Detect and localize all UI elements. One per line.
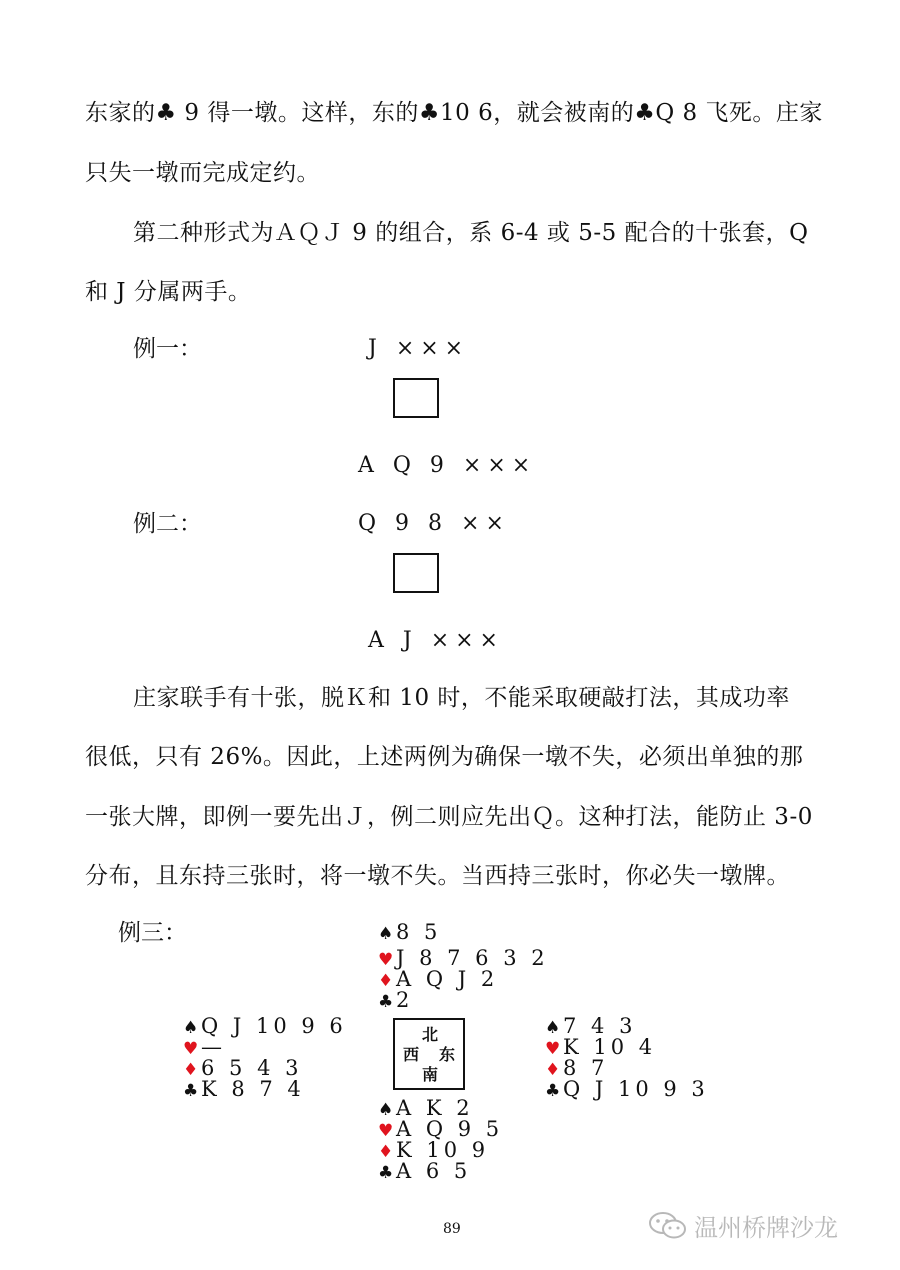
example-1-south-holding: A Q 9 ××× — [358, 453, 537, 478]
spade-icon: ♠ — [378, 924, 394, 944]
example-3-label: 例三： — [118, 920, 187, 946]
south-spades: A K 2 — [396, 1096, 474, 1120]
east-clubs-row — [545, 1079, 709, 1100]
heart-icon: ♥ — [378, 950, 394, 970]
diamond-icon: ♦ — [378, 971, 394, 991]
north-diamonds: A Q J 2 — [396, 967, 499, 991]
north-clubs-row — [378, 990, 549, 1011]
spade-icon: ♠ — [545, 1018, 561, 1038]
heart-icon: ♥ — [378, 1121, 394, 1141]
west-hearts-row — [183, 1037, 347, 1058]
west-hand — [183, 1016, 347, 1100]
south-hearts-row — [378, 1119, 503, 1140]
spade-icon: ♠ — [378, 1100, 394, 1120]
example-2-north-holding: Q 9 8 ×× — [358, 511, 510, 536]
west-spades-row — [183, 1016, 347, 1037]
south-clubs-row — [378, 1161, 503, 1182]
compass-west: 西 — [403, 1045, 420, 1064]
north-diamonds-row — [378, 969, 549, 990]
compass-box — [393, 1018, 465, 1090]
south-clubs: A 6 5 — [396, 1159, 472, 1183]
south-spades-row — [378, 1098, 503, 1119]
north-spades: 8 5 — [396, 920, 442, 944]
west-clubs: K 8 7 4 — [201, 1077, 305, 1101]
compass-north: 北 — [422, 1025, 439, 1044]
paragraph-3-line-1: 庄家联手有十张，脱Ｋ和 10 时，不能采取硬敲打法，其成功率 — [133, 685, 790, 711]
paragraph-3-line-4: 分布，且东持三张时，将一墩不失。当西持三张时，你必失一墩牌。 — [85, 863, 790, 889]
club-icon: ♣ — [378, 992, 394, 1012]
diamond-icon: ♦ — [378, 1142, 394, 1162]
south-diamonds: K 10 9 — [396, 1138, 490, 1162]
paragraph-2-line-1: 第二种形式为ＡＱＪ 9 的组合，系 6-4 或 5-5 配合的十张套，Q — [133, 220, 809, 246]
north-spades-row — [378, 922, 549, 943]
west-hearts: — — [201, 1035, 226, 1059]
east-spades: 7 4 3 — [563, 1014, 637, 1038]
east-hearts-row — [545, 1037, 709, 1058]
north-hearts: J 8 7 6 3 2 — [396, 946, 549, 970]
east-diamonds-row — [545, 1058, 709, 1079]
north-hand — [378, 922, 549, 1011]
north-clubs: 2 — [396, 988, 414, 1012]
example-2-table-box — [393, 553, 439, 593]
diamond-icon: ♦ — [545, 1060, 561, 1080]
watermark — [648, 1208, 838, 1248]
compass-south: 南 — [422, 1065, 439, 1084]
east-hearts: K 10 4 — [563, 1035, 657, 1059]
club-icon: ♣ — [183, 1081, 199, 1101]
diamond-icon: ♦ — [183, 1060, 199, 1080]
east-clubs: Q J 10 9 3 — [563, 1077, 709, 1101]
south-hand — [378, 1098, 503, 1182]
example-1-north-holding: J ××× — [368, 336, 470, 361]
watermark-text: 温州桥牌沙龙 — [694, 1214, 838, 1242]
west-clubs-row — [183, 1079, 347, 1100]
south-diamonds-row — [378, 1140, 503, 1161]
club-icon: ♣ — [378, 1163, 394, 1183]
page-number: 89 — [443, 1221, 461, 1237]
west-diamonds: 6 5 4 3 — [201, 1056, 303, 1080]
heart-icon: ♥ — [183, 1039, 199, 1059]
paragraph-1-line-1: 东家的♣ 9 得一墩。这样，东的♣10 6，就会被南的♣Q 8 飞死。庄家 — [85, 100, 823, 126]
east-diamonds: 8 7 — [563, 1056, 609, 1080]
wechat-icon — [648, 1210, 688, 1248]
club-icon: ♣ — [545, 1081, 561, 1101]
example-2-south-holding: A J ××× — [368, 628, 504, 653]
west-spades: Q J 10 9 6 — [201, 1014, 347, 1038]
example-1-label: 例一： — [133, 336, 202, 362]
east-spades-row — [545, 1016, 709, 1037]
paragraph-3-line-2: 很低，只有 26%。因此，上述两例为确保一墩不失，必须出单独的那 — [85, 744, 804, 770]
compass-east: 东 — [439, 1045, 456, 1064]
spade-icon: ♠ — [183, 1018, 199, 1038]
south-hearts: A Q 9 5 — [396, 1117, 504, 1141]
example-2-label: 例二： — [133, 511, 202, 537]
paragraph-2-line-2: 和 J 分属两手。 — [85, 279, 252, 305]
example-1-table-box — [393, 378, 439, 418]
paragraph-1-line-2: 只失一墩而完成定约。 — [85, 160, 320, 186]
east-hand — [545, 1016, 709, 1100]
west-diamonds-row — [183, 1058, 347, 1079]
heart-icon: ♥ — [545, 1039, 561, 1059]
north-hearts-row — [378, 948, 549, 969]
paragraph-3-line-3: 一张大牌，即例一要先出Ｊ，例二则应先出Ｑ。这种打法，能防止 3-0 — [85, 804, 813, 830]
